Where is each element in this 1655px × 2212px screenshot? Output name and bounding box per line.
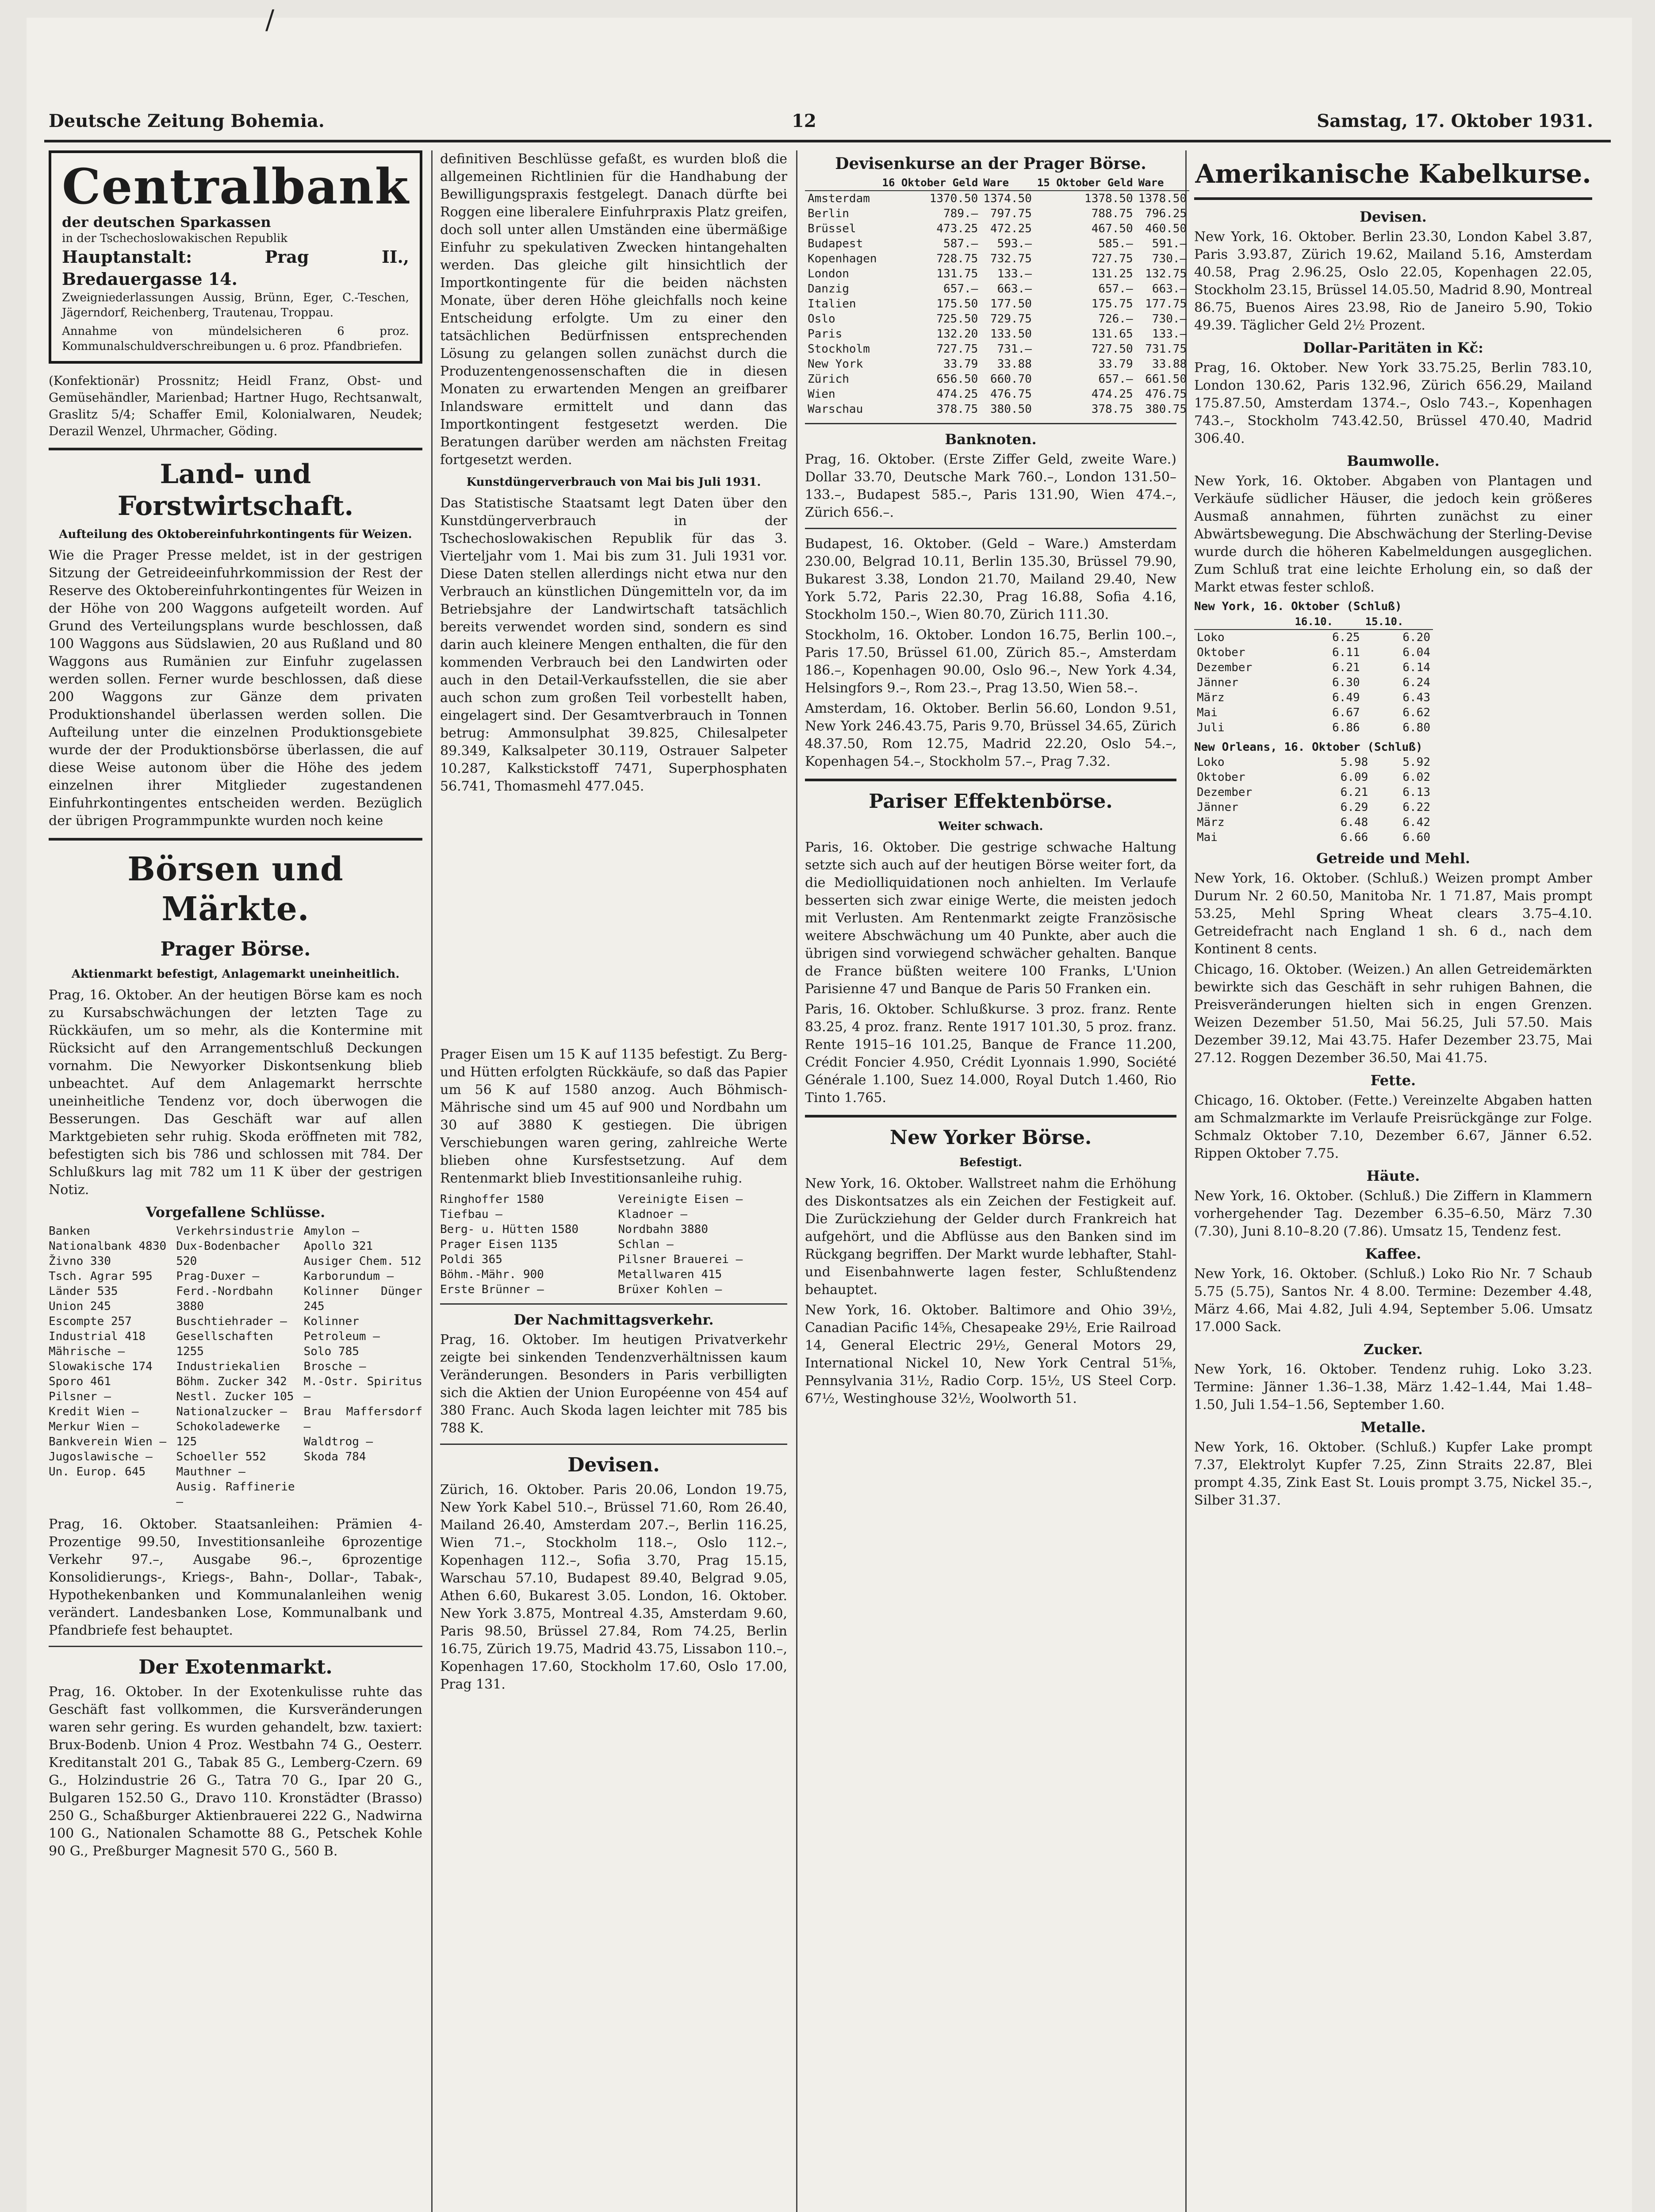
article-body: Prager Eisen um 15 K auf 1135 befestigt. Zu Berg- und Hütten erfolgten Rückkäufe, so daß das Papier um 56 K auf 1580 anzog. Auch Böhmisch-Mährische sind um 45 auf 900 und Nordbahn um 30 auf 3880 K gestiegen. Die übrigen Verschiebungen waren gering, zahlreiche Werte blieben ohne Kursfestsetzung. Auf dem Rentenmarkt blieb Investitionsanleihe ruhig. <box>440 1047 787 1186</box>
rule <box>805 528 1176 529</box>
masthead-left: Deutsche Zeitung Bohemia. <box>49 111 325 131</box>
cell-value: 131.65 <box>1091 327 1133 341</box>
row-label: Mai <box>1197 706 1218 719</box>
rule <box>440 1444 787 1445</box>
rule <box>49 838 422 841</box>
cell-value: 6.86 <box>1332 721 1360 734</box>
cell-value: 657.– <box>1098 282 1133 296</box>
cell-value: 6.60 <box>1402 831 1430 844</box>
cell-value: 6.21 <box>1340 786 1368 799</box>
article-body: Prag, 16. Oktober. In der Exotenkulisse ruhte das Geschäft fast vollkommen, die Kursveränderungen waren sehr gering. Es wurden gehandelt, bzw. taxiert: Brux-Bodenb. Union 4 Proz. Westbahn 74 G., Oesterr. Kreditanstalt 201 G., Tabak 85 G., Lemberg-Czern. 69 G., Holzindustrie 26 G., Tatra 70 G., Ipar 20 G., Bulgaren 152.50 G., Dravo 110. Kronstädter (Brasso) 250 G., Schaßburger Aktienbrauerei 222 G., Nadwirna 100 G., Nationalen Schamotte 88 G., Petschek Kohle 90 G., Preßburger Magnesit 570 G., 560 B. <box>49 1684 422 1859</box>
cell-value: 474.25 <box>1091 388 1133 401</box>
cell-value: 6.66 <box>1340 831 1368 844</box>
row-label: März <box>1197 691 1225 704</box>
row-label: Loko <box>1197 631 1225 644</box>
row-label: Danzig <box>808 282 849 296</box>
article-body: Prag, 16. Oktober. New York 33.75.25, Berlin 783.10, London 130.62, Paris 132.96, Zürich 656.29, Mailand 175.87.50, Amsterdam 1374.–, Oslo 743.–, Kopenhagen 743.–, Stockholm 743.42.50, Brüssel 470.40, Madrid 306.40. <box>1194 360 1592 446</box>
cell-value: 1370.50 <box>929 192 978 205</box>
rule <box>805 779 1176 781</box>
article-subheading: Befestigt. <box>959 1156 1022 1169</box>
bank-ad-offer: Annahme von mündelsicheren 6 proz. Kommunalschuldverschreibungen u. 6 proz. Pfandbriefen. <box>62 325 409 353</box>
cell-value: 797.75 <box>990 207 1032 220</box>
rule <box>1194 197 1592 200</box>
table-row <box>1194 675 1433 690</box>
cell-value: 175.50 <box>936 297 978 311</box>
cell-value: 728.75 <box>936 252 978 265</box>
cell-value: 727.75 <box>1091 252 1133 265</box>
cell-value: 730.– <box>1152 252 1187 265</box>
table-row <box>1194 630 1433 645</box>
cell-value: 796.25 <box>1145 207 1187 220</box>
article-body: New York, 16. Oktober. (Schluß.) Weizen prompt Amber Durum Nr. 2 60.50, Manitoba Nr. 1 71.87, Mais prompt 53.25, Mehl Spring Wheat clears 3.75–4.10. Getreidefracht nach England 1 sh. 6 d., nach dem Kontinent 8 cents. <box>1194 871 1592 957</box>
row-label: Zürich <box>808 373 849 386</box>
table-row <box>805 221 1189 236</box>
article-heading: Banknoten. <box>945 431 1037 448</box>
cell-value: 5.92 <box>1402 756 1430 769</box>
small-paragraph: (Konfektionär) Prossnitz; Heidl Franz, Obst- und Gemüsehändler, Marienbad; Hartner Hugo, Rechtsanwalt, Graslitz 5/4; Schaffer Emil, Kolonialwaren, Neudek; Derazil Wenzel, Uhrmacher, Göding. <box>49 373 422 438</box>
bank-ad-address: Hauptanstalt: Prag II., Bredauergasse 14. <box>62 247 409 289</box>
cell-value: 1378.50 <box>1138 192 1187 205</box>
article-body: Paris, 16. Oktober. Die gestrige schwache Haltung setzte sich auch auf der heutigen Börse weiter fort, da die Mediolliquidationen noch anhielten. Im Verlaufe besserten sich zwar einige Werte, die meisten jedoch mit Verlusten. Am Rentenmarkt zeigte Französische weitere Abschwächung um 40 Punkte, aber auch die übrigen sind vorwiegend schwächer gehalten. Banque de France büßten weitere 100 Franks, L'Union Parisienne 47 und Banque de Paris 50 Franken ein. <box>805 840 1176 997</box>
header-rule <box>44 140 1611 142</box>
cell-value: 476.75 <box>1145 388 1187 401</box>
cell-value: 476.75 <box>990 388 1032 401</box>
section-heading-boersen: Börsen und Märkte. <box>127 850 344 928</box>
date-line: Samstag, 17. Oktober 1931. <box>1317 111 1593 131</box>
cell-value: 788.75 <box>1091 207 1133 220</box>
cell-value: 133.– <box>997 267 1032 280</box>
row-label: Oslo <box>808 312 835 326</box>
rule <box>805 1115 1176 1118</box>
cell-value: 727.50 <box>1091 342 1133 356</box>
cell-value: 656.50 <box>936 373 978 386</box>
table-row <box>805 326 1189 342</box>
cell-value: 657.– <box>1098 373 1133 386</box>
cell-value: 177.75 <box>1145 297 1187 311</box>
section-heading: Amerikanische Kabelkurse. <box>1195 159 1591 189</box>
table-row <box>805 191 1189 206</box>
row-label: Italien <box>808 297 856 311</box>
cell-value: 378.75 <box>1091 403 1133 416</box>
cell-value: 6.62 <box>1402 706 1430 719</box>
cell-value: 6.43 <box>1402 691 1430 704</box>
cotton-table-2 <box>1194 755 1433 845</box>
rule <box>49 1646 422 1647</box>
table-row <box>1194 830 1433 845</box>
article-heading: Metalle. <box>1360 1419 1426 1436</box>
article-body: Chicago, 16. Oktober. (Weizen.) An allen Getreidemärkten bewirkte sich das Geschäft in sehr ruhigen Bahnen, die Preisveränderungen hielten sich in engen Grenzen. Weizen Dezember 51.50, Mai 56.25, Juli 57.50. Mais Dezember 39.12, Mai 43.75. Hafer Dezember 23.75, Mai 27.12. Roggen Dezember 36.50, Mai 41.75. <box>1194 962 1592 1066</box>
row-label: London <box>808 267 849 280</box>
table-row <box>1194 755 1433 770</box>
article-body: New York, 16. Oktober. Tendenz ruhig. Loko 3.23. Termine: Jänner 1.36–1.38, März 1.42–1.44, Mai 1.48–1.50, Juli 1.54–1.56, September 1.60. <box>1194 1362 1592 1413</box>
column-4 <box>1194 150 1592 2212</box>
cell-value: 133.– <box>1152 327 1187 341</box>
article-body: New York, 16. Oktober. Berlin 23.30, London Kabel 3.87, Paris 3.93.87, Zürich 19.62, Mailand 5.16, Amsterdam 40.58, Prag 2.96.25, Oslo 22.05, Kopenhagen 22.05, Stockholm 23.15, Brüssel 14.05.50, Madrid 8.90, Montreal 86.75, Buenos Aires 23.98, Rio de Janeiro 5.90, Tokio 49.39. Täglicher Geld 2½ Prozent. <box>1194 229 1592 333</box>
row-label: Oktober <box>1197 646 1245 659</box>
cell-value: 661.50 <box>1145 373 1187 386</box>
cell-value: 380.50 <box>990 403 1032 416</box>
row-label: Brüssel <box>808 222 856 235</box>
cell-value: 6.02 <box>1402 771 1430 784</box>
article-subheading: Aufteilung des Oktobereinfuhrkontingents für Weizen. <box>59 528 412 541</box>
article-subheading: Weiter schwach. <box>938 820 1043 833</box>
rule <box>49 448 422 450</box>
cell-value: 6.49 <box>1332 691 1360 704</box>
rule <box>440 1303 787 1305</box>
cell-value: 726.– <box>1098 312 1133 326</box>
article-heading: Fette. <box>1370 1072 1416 1089</box>
cell-value: 1374.50 <box>983 192 1032 205</box>
article-body: definitiven Beschlüsse gefaßt, es wurden bloß die allgemeinen Richtlinien für die Handhabung der Bewilligungspraxis festgelegt. Danach dürfte bei Roggen eine liberalere Einfuhrpraxis Platz greifen, doch soll unter allen Umständen eine übermäßige Einfuhr zu spekulativen Zwecken hintangehalten werden. Das gleiche gilt hinsichtlich der Importkontingente für die beiden nächsten Monate, über deren Höhe gleichfalls noch keine Entscheidung erfolgte. Um zu einer den tatsächlichen Bedürfnissen entsprechenden Lösung zu gelangen sollen zunächst durch die Produzentengenossenschaften die in diesen Monaten zu erwartenden Mengen an greifbarer Inlandsware ermittelt und dann das Importkontingent festgesetzt werden. Die Beratungen darüber werden am nächsten Freitag fortgesetzt werden. <box>440 151 787 468</box>
cell-value: 6.24 <box>1402 676 1430 689</box>
table-row <box>805 342 1189 357</box>
cell-value: 732.75 <box>990 252 1032 265</box>
table-header: 15 Oktober Geld <box>1034 175 1136 191</box>
cotton-table <box>1194 614 1433 735</box>
page-mark: / <box>265 4 275 35</box>
cell-value: 731.75 <box>1145 342 1187 356</box>
table-row <box>805 296 1189 311</box>
article-body: Prag, 16. Oktober. An der heutigen Börse kam es noch zu Kursabschwächungen der letzten Tage zu Rückkäufen, um so mehr, als die Kontermine mit Rücksicht auf den Arrangementschluß Deckungen vornahm. Die Newyorker Diskontsenkung blieb unbeachtet. Auf dem Anlagemarkt herrschte uneinheitliche Tendenz vor, doch überwogen die Besserungen. Das Geschäft war auf allen Marktgebieten sehr ruhig. Skoda eröffneten mit 782, befestigten sich bis 786 und schlossen mit 784. Der Schlußkurs lag mit 782 um 11 K über der gestrigen Notiz. <box>49 987 422 1198</box>
bank-ad-title: Centralbank <box>62 158 410 215</box>
cell-value: 6.14 <box>1402 661 1430 674</box>
article-heading: Kaffee. <box>1365 1245 1421 1262</box>
cell-value: 6.09 <box>1340 771 1368 784</box>
cell-value: 175.75 <box>1091 297 1133 311</box>
table-row <box>805 311 1189 326</box>
article-body: Prag, 16. Oktober. Im heutigen Privatverkehr zeigte bei sinkenden Tendenzverhältnissen kaum Veränderungen. Besonders in Paris verbilligten sich die Aktien der Union Européenne von 454 auf 380 Franc. Auch Skoda lagen leichter mit 785 bis 788 K. <box>440 1332 787 1436</box>
cell-value: 6.13 <box>1402 786 1430 799</box>
cell-value: 660.70 <box>990 373 1032 386</box>
cell-value: 593.– <box>997 237 1032 250</box>
table-row <box>1194 770 1433 785</box>
cell-value: 6.30 <box>1332 676 1360 689</box>
article-heading: Vorgefallene Schlüsse. <box>146 1204 326 1221</box>
cell-value: 132.20 <box>936 327 978 341</box>
row-label: Dezember <box>1197 786 1253 799</box>
article-heading: Devisen. <box>567 1454 660 1476</box>
table-row <box>1194 660 1433 675</box>
cell-value: 725.50 <box>936 312 978 326</box>
table-header: 15.10. <box>1363 614 1433 630</box>
cell-value: 6.25 <box>1332 631 1360 644</box>
cell-value: 473.25 <box>936 222 978 235</box>
article-heading: Baumwolle. <box>1347 453 1440 469</box>
row-label: Stockholm <box>808 342 870 356</box>
table-row <box>805 251 1189 266</box>
bank-ad-branches: Zweigniederlassungen Aussig, Brünn, Eger, C.-Teschen, Jägerndorf, Reichenberg, Trautenau, Troppau. <box>62 291 409 319</box>
table-caption: New Orleans, 16. Oktober (Schluß) <box>1194 741 1423 754</box>
cell-value: 657.– <box>943 282 978 296</box>
cell-value: 177.50 <box>990 297 1032 311</box>
row-label: Amsterdam <box>808 192 870 205</box>
cell-value: 587.– <box>943 237 978 250</box>
row-label: Loko <box>1197 756 1225 769</box>
table-row <box>1194 705 1433 720</box>
cell-value: 591.– <box>1152 237 1187 250</box>
article-heading: Pariser Effektenbörse. <box>869 790 1113 813</box>
table-row <box>805 372 1189 387</box>
cell-value: 5.98 <box>1340 756 1368 769</box>
cell-value: 6.80 <box>1402 721 1430 734</box>
row-label: Juli <box>1197 721 1225 734</box>
cell-value: 6.21 <box>1332 661 1360 674</box>
cell-value: 1378.50 <box>1084 192 1133 205</box>
cell-value: 731.– <box>997 342 1032 356</box>
table-row <box>805 281 1189 296</box>
cell-value: 789.– <box>943 207 978 220</box>
rule <box>805 423 1176 424</box>
cell-value: 33.88 <box>1152 357 1187 371</box>
column-rule <box>1185 150 1187 2212</box>
cell-value: 380.75 <box>1145 403 1187 416</box>
table-row <box>805 266 1189 281</box>
table-header: Ware <box>981 175 1034 191</box>
cell-value: 472.25 <box>990 222 1032 235</box>
bank-advertisement <box>49 150 422 364</box>
row-label: Berlin <box>808 207 849 220</box>
cell-value: 132.75 <box>1145 267 1187 280</box>
row-label: Jänner <box>1197 801 1238 814</box>
article-body: Budapest, 16. Oktober. (Geld – Ware.) Amsterdam 230.00, Belgrad 10.11, Berlin 135.30, Brüssel 79.90, Bukarest 3.38, London 21.70, Mailand 29.40, New York 5.72, Paris 22.30, Prag 16.88, Sofia 4.16, Stockholm 150.–, Wien 80.70, Zürich 111.30. <box>805 536 1176 622</box>
column-3 <box>805 150 1187 2212</box>
cell-value: 378.75 <box>936 403 978 416</box>
table-header <box>1194 614 1292 630</box>
cell-value: 460.50 <box>1145 222 1187 235</box>
article-heading: Dollar-Paritäten in Kč: <box>1303 339 1483 356</box>
cell-value: 133.50 <box>990 327 1032 341</box>
article-body: Chicago, 16. Oktober. (Fette.) Vereinzelte Abgaben hatten am Schmalzmarkte im Verlaufe Preisrückgänge zur Folge. Schmalz Oktober 7.10, Dezember 6.67, Jänner 6.52. Rippen Oktober 7.75. <box>1194 1093 1592 1161</box>
table-row <box>1194 720 1433 735</box>
row-label: Wien <box>808 388 835 401</box>
article-body: New York, 16. Oktober. Wallstreet nahm die Erhöhung des Diskontsatzes als ein Zeichen der Festigkeit auf. Die Zurückziehung der Gelder durch Frankreich hat aufgehört, und die Abflüsse aus den Banken sind im Rückgang begriffen. Der Markt wurde lebhafter, Stahl- und Eisenbahnwerte lagen fester, Schlußtendenz behauptet. <box>805 1176 1176 1298</box>
row-label: Mai <box>1197 831 1218 844</box>
article-body: Paris, 16. Oktober. Schlußkurse. 3 proz. franz. Rente 83.25, 4 proz. franz. Rente 1917 101.30, 5 proz. franz. Rente 1915–16 101.25, Banque de France 11.200, Crédit Foncier 4.950, Crédit Lyonnais 1.990, Société Générale 1.100, Suez 14.000, Royal Dutch 1.460, Rio Tinto 1.765. <box>805 1002 1176 1106</box>
article-body: Stockholm, 16. Oktober. London 16.75, Berlin 100.–, Paris 17.50, Brüssel 61.00, Zürich 85.–, Amsterdam 186.–, Kopenhagen 90.00, Oslo 96.–, New York 4.34, Helsingfors 9.–, Rom 23.–, Prag 13.50, Wien 58.–. <box>805 627 1176 696</box>
bank-ad-line: in der Tschechoslowakischen Republik <box>62 232 288 245</box>
cell-value: 131.25 <box>1091 267 1133 280</box>
cell-value: 729.75 <box>990 312 1032 326</box>
article-subheading: Aktienmarkt befestigt, Anlagemarkt uneinheitlich. <box>71 968 400 981</box>
cell-value: 131.75 <box>936 267 978 280</box>
cell-value: 33.88 <box>997 357 1032 371</box>
cell-value: 6.22 <box>1402 801 1430 814</box>
row-label: Paris <box>808 327 843 341</box>
cell-value: 467.50 <box>1091 222 1133 235</box>
article-body: Prag, 16. Oktober. (Erste Ziffer Geld, zweite Ware.) Dollar 33.70, Deutsche Mark 760.–, London 131.50–133.–, Budapest 585.–, Paris 131.90, Wien 474.–, Zürich 656.–. <box>805 452 1176 520</box>
cell-value: 663.– <box>1152 282 1187 296</box>
row-label: März <box>1197 816 1225 829</box>
article-body: New York, 16. Oktober. (Schluß.) Loko Rio Nr. 7 Schaub 5.75 (5.75), Santos Nr. 4 8.00. Termine: Dezember 4.48, März 4.66, Mai 4.82, Juli 4.94, September 5.06. Umsatz 17.000 Sack. <box>1194 1266 1592 1335</box>
table-header: 16 Oktober Geld <box>880 175 981 191</box>
cell-value: 6.42 <box>1402 816 1430 829</box>
row-label: Jänner <box>1197 676 1238 689</box>
cell-value: 6.04 <box>1402 646 1430 659</box>
article-body: Prag, 16. Oktober. Staatsanleihen: Prämien 4-Prozentige 99.50, Investitionsanleihe 6prozentige Verkehr 97.–, Ausgabe 96.–, 6prozentige Konsolidierungs-, Kriegs-, Bahn-, Dollar-, Tabak-, Hypothekenbanken und Kommunalanleihen wenig verändert. Landesbanken Lose, Kommunalbank und Pfandbriefe fest behauptet. <box>49 1517 422 1638</box>
table-row <box>1194 785 1433 800</box>
table-row <box>1194 815 1433 830</box>
row-label: Warschau <box>808 403 863 416</box>
section-heading: Land- und Forstwirtschaft. <box>117 459 354 522</box>
row-label: New York <box>808 357 863 371</box>
stock-listing-block: Banken Nationalbank 4830 Živno 330 Tsch. Agrar 595 Länder 535 Union 245 Escompte 257 Industrial 418 Mährische — Slowakische 174 Sporo 461 Pilsner — Kredit Wien — Merkur Wien — Bankverein Wien — Jugoslawische — Un. Europ. 645 Verkehrsindustrie Dux-Bodenbacher 520 Prag-Duxer — Ferd.-Nordbahn 3880 Buschtiehrader — Gesellschaften 1255 Industriekalien Böhm. Zucker 342 Nestl. Zucker 105 Nationalzucker — Schokoladewerke 125 Schoeller 552 Mauthner — Ausig. Raffinerie — Amylon — Apollo 321 Ausiger Chem. 512 Karborundum — Kolinner Dünger 245 Kolinner Petroleum — Solo 785 Brosche — M.-Ostr. Spiritus — Brau Maffersdorf — Waldtrog — Skoda 784 <box>49 1225 422 1509</box>
article-subheading: Kunstdüngerverbrauch von Mai bis Juli 1931. <box>466 476 761 489</box>
article-body: New York, 16. Oktober. (Schluß.) Kupfer Lake prompt 7.37, Elektrolyt Kupfer 7.25, Zinn Straits 22.87, Blei prompt 4.35, Zink East St. Louis prompt 3.75, Nickel 35.–, Silber 31.37. <box>1194 1440 1592 1508</box>
row-label: Kopenhagen <box>808 252 877 265</box>
cell-value: 33.79 <box>943 357 978 371</box>
stock-listing-block: Ringhoffer 1580 Tiefbau — Berg- u. Hütten 1580 Prager Eisen 1135 Poldi 365 Böhm.-Mähr. 900 Erste Brünner — Vereinigte Eisen — Kladnoer — Nordbahn 3880 Schlan — Pilsner Brauerei — Metallwaren 415 Brüxer Kohlen — <box>440 1193 743 1296</box>
table-row <box>1194 690 1433 705</box>
cell-value: 6.20 <box>1402 631 1430 644</box>
section-heading: Devisenkurse an der Prager Börse. <box>835 154 1146 173</box>
row-label: Dezember <box>1197 661 1253 674</box>
table-row <box>1194 645 1433 660</box>
table-row <box>805 357 1189 372</box>
article-heading: Zucker. <box>1364 1341 1423 1358</box>
cell-value: 727.75 <box>936 342 978 356</box>
article-heading: Häute. <box>1366 1167 1420 1184</box>
article-heading: Getreide und Mehl. <box>1316 850 1471 867</box>
article-body: Amsterdam, 16. Oktober. Berlin 56.60, London 9.51, New York 246.43.75, Paris 9.70, Brüssel 34.65, Zürich 48.37.50, Rom 12.75, Madrid 22.20, Oslo 54.–, Kopenhagen 54.–, Stockholm 57.–, Prag 7.32. <box>805 701 1176 769</box>
table-row <box>1194 800 1433 815</box>
cell-value: 474.25 <box>936 388 978 401</box>
page-number: 12 <box>792 111 816 131</box>
article-heading: Der Exotenmarkt. <box>138 1656 333 1678</box>
row-label: Oktober <box>1197 771 1245 784</box>
table-header: 16.10. <box>1292 614 1362 630</box>
article-body: Das Statistische Staatsamt legt Daten über den Kunstdüngerverbrauch in der Tschechoslowakischen Republik für das 3. Vierteljahr vom 1. Mai bis zum 31. Juli 1931 vor. Diese Daten stellen allerdings nicht etwa nur den Verbrauch an künstlichen Düngemitteln vor, da im Betriebsjahre der Landwirtschaft tatsächlich bereits verwendet worden sind, sondern es sind darin auch kleinere Mengen enthalten, die für den kommenden Verbrauch bei den Landwirten oder auch in den Detail-Verkaufsstellen, die sie aber auch schon zum großen Teil vorbestellt haben, eingelagert sind. Der Gesamtverbrauch in Tonnen betrug: Ammonsulphat 39.825, Chilesalpeter 89.349, Kalksalpeter 30.119, Ostrauer Salpeter 10.287, Kalkstickstoff 7471, Superphosphaten 56.741, Thomasmehl 477.045. <box>440 495 787 794</box>
table-header: Ware <box>1136 175 1190 191</box>
column-2 <box>440 150 787 2212</box>
article-body: New York, 16. Oktober. (Schluß.) Die Ziffern in Klammern vorhergehender Tag. Dezember 6.35–6.50, März 7.30 (7.30), Juni 8.10–8.20 (7.86). Umsatz 15, Tendenz fest. <box>1194 1188 1592 1239</box>
table-row <box>805 206 1189 221</box>
article-body: New York, 16. Oktober. Baltimore and Ohio 39½, Canadian Pacific 14⅝, Chesapeake 29½, Erie Railroad 14, General Electric 29½, General Motors 29, International Nickel 10, New York Central 51⅝, Pennsylvania 31½, Radio Corp. 15½, US Steel Corp. 67½, Westinghouse 32½, Woolworth 51. <box>805 1302 1176 1406</box>
column-1 <box>49 150 422 2212</box>
table-row <box>805 402 1189 417</box>
article-heading: Devisen. <box>1360 208 1427 225</box>
article-body: Zürich, 16. Oktober. Paris 20.06, London 19.75, New York Kabel 510.–, Brüssel 71.60, Rom 26.40, Mailand 26.40, Amsterdam 207.–, Berlin 116.25, Wien 71.–, Stockholm 118.–, Oslo 112.–, Kopenhagen 112.–, Sofia 3.70, Prag 15.15, Warschau 57.10, Budapest 89.40, Belgrad 9.05, Athen 6.60, Bukarest 3.05. London, 16. Oktober. New York 3.875, Montreal 4.35, Amsterdam 9.60, Paris 98.50, Brüssel 27.84, Rom 74.25, Berlin 16.75, Zürich 19.75, Madrid 43.75, Lissabon 110.–, Kopenhagen 17.60, Stockholm 17.60, Oslo 17.00, Prag 131. <box>440 1482 787 1692</box>
article-body: New York, 16. Oktober. Abgaben von Plantagen und Verkäufe südlicher Häuser, die jedoch kein größeres Ausmaß annahmen, führten zunächst zu einer Abwärtsbewegung. Die Abschwächung der Sterling-Devise wurde durch die höheren Kabelmeldungen ausgeglichen. Zum Schluß trat eine leichte Erholung ein, so daß der Markt etwas fester schloß. <box>1194 473 1592 595</box>
cell-value: 6.48 <box>1340 816 1368 829</box>
cell-value: 585.– <box>1098 237 1133 250</box>
cell-value: 33.79 <box>1098 357 1133 371</box>
article-body: Wie die Prager Presse meldet, ist in der gestrigen Sitzung der Getreideeinfuhrkommission der Rest der Reserve des Oktobereinfuhrkontingentes für Weizen in der Höhe von 200 Waggons aufgeteilt worden. Auf Grund des Verteilungsplans wurde beschlossen, daß 100 Waggons aus Südslawien, 20 aus Rußland und 80 Waggons aus Rumänien zur Einfuhr zugelassen werden sollen. Ferner wurde beschlossen, daß diese 200 Waggons zur Gänze dem privaten Produktionshandel überlassen werden sollen. Die Aufteilung unter die einzelnen Produktionsgebiete wurde der der Produktionsbörse überlassen, die auf diese Weise autonom über die Höhe des jedem einzelnen ihrer Mitglieder zugestandenen Einfuhrkontingentes entscheiden werden. Bezüglich der übrigen Programmpunkte wurden noch keine <box>49 548 422 829</box>
cell-value: 6.67 <box>1332 706 1360 719</box>
table-row <box>805 387 1189 402</box>
cell-value: 730.– <box>1152 312 1187 326</box>
bank-ad-line: der deutschen Sparkassen <box>62 214 271 230</box>
column-rule <box>796 150 797 2212</box>
cell-value: 663.– <box>997 282 1032 296</box>
article-heading: Der Nachmittagsverkehr. <box>513 1311 714 1328</box>
cell-value: 6.11 <box>1332 646 1360 659</box>
row-label: Budapest <box>808 237 863 250</box>
spacer <box>440 798 787 1046</box>
article-heading: Prager Börse. <box>160 938 311 960</box>
column-rule <box>431 150 433 2212</box>
table-row <box>805 236 1189 251</box>
exchange-rate-table <box>805 175 1189 417</box>
cell-value: 6.29 <box>1340 801 1368 814</box>
table-caption: New York, 16. Oktober (Schluß) <box>1194 600 1402 613</box>
table-header <box>805 175 880 191</box>
article-heading: New Yorker Börse. <box>889 1126 1092 1149</box>
